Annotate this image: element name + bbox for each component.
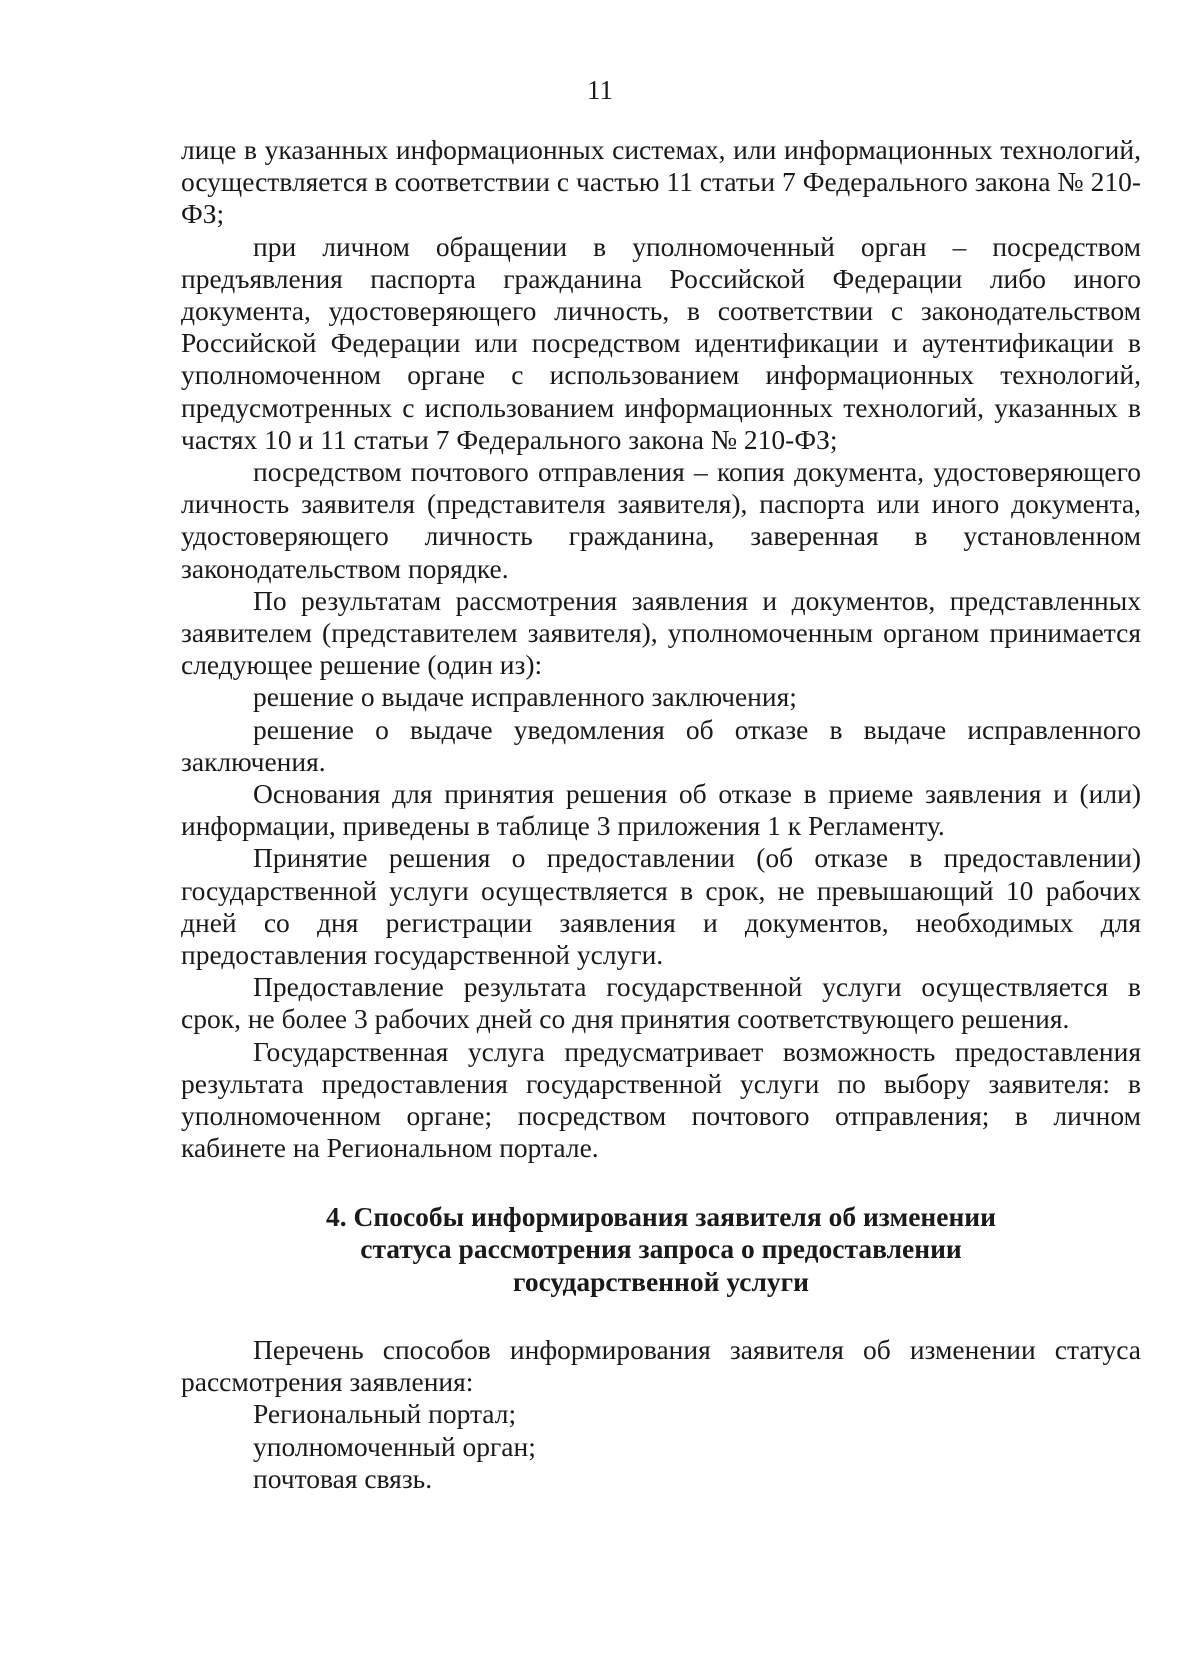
paragraph-result-options: Государственная услуга предусматривает возможность предоставления результата предоставления государственной услуги по выбору заявителя: в уполномоченном органе; посредством почтового отправления; в личном кабинете на Региональном портале. <box>181 1035 1141 1164</box>
paragraph-result-term: Предоставление результата государственной услуги осуществляется в срок, не более 3 рабочих дней со дня принятия соответствующего решения. <box>181 971 1141 1035</box>
section-heading-line: статуса рассмотрения запроса о предоставлении <box>360 1233 962 1264</box>
list-item: Региональный портал; <box>253 1398 517 1430</box>
list-item: почтовая связь. <box>253 1462 433 1494</box>
section-heading-line: 4. Способы информирования заявителя об изменении <box>325 1200 996 1232</box>
paragraph-continuation: лице в указанных информационных системах, или информационных технологий, осуществляется в соответствии с частью 11 статьи 7 Федерального закона № 210-ФЗ; <box>181 134 1141 230</box>
paragraph-notification-methods: Перечень способов информирования заявителя об изменении статуса рассмотрения заявления: <box>181 1334 1141 1398</box>
section-heading <box>181 1201 1141 1299</box>
document-body <box>181 134 1141 1495</box>
list-item: уполномоченный орган; <box>253 1430 536 1462</box>
paragraph-personal-visit: при личном обращении в уполномоченный орган – посредством предъявления паспорта гражданина Российской Федерации либо иного документа, удостоверяющего личность, в соответствии с законодательством Российской Федерации или посредством идентификации и аутентификации в уполномоченном органе с использованием информационных технологий, предусмотренных с использованием информационных технологий, указанных в частях 10 и 11 статьи 7 Федерального закона № 210-ФЗ; <box>181 230 1141 455</box>
paragraph-decision-intro: По результатам рассмотрения заявления и документов, представленных заявителем (представителем заявителя), уполномоченным органом принимается следующее решение (один из): <box>181 584 1141 681</box>
page-number: 11 <box>587 75 613 105</box>
paragraph-grounds: Основания для принятия решения об отказе в приеме заявления и (или) информации, приведены в таблице 3 приложения 1 к Регламенту. <box>181 778 1141 842</box>
section-heading-line: государственной услуги <box>513 1265 809 1297</box>
paragraph-decision-refusal: решение о выдаче уведомления об отказе в выдаче исправленного заключения. <box>181 713 1141 777</box>
paragraph-postal: посредством почтового отправления – копия документа, удостоверяющего личность заявителя (представителя заявителя), паспорта или иного документа, удостоверяющего личность гражданина, заверенная в установленном законодательством порядке. <box>181 456 1141 584</box>
paragraph-decision-term: Принятие решения о предоставлении (об отказе в предоставлении) государственной услуги осуществляется в срок, не превышающий 10 рабочих дней со дня регистрации заявления и документов, необходимых для предоставления государственной услуги. <box>181 842 1141 971</box>
paragraph-decision-issue: решение о выдаче исправленного заключения; <box>253 681 797 713</box>
